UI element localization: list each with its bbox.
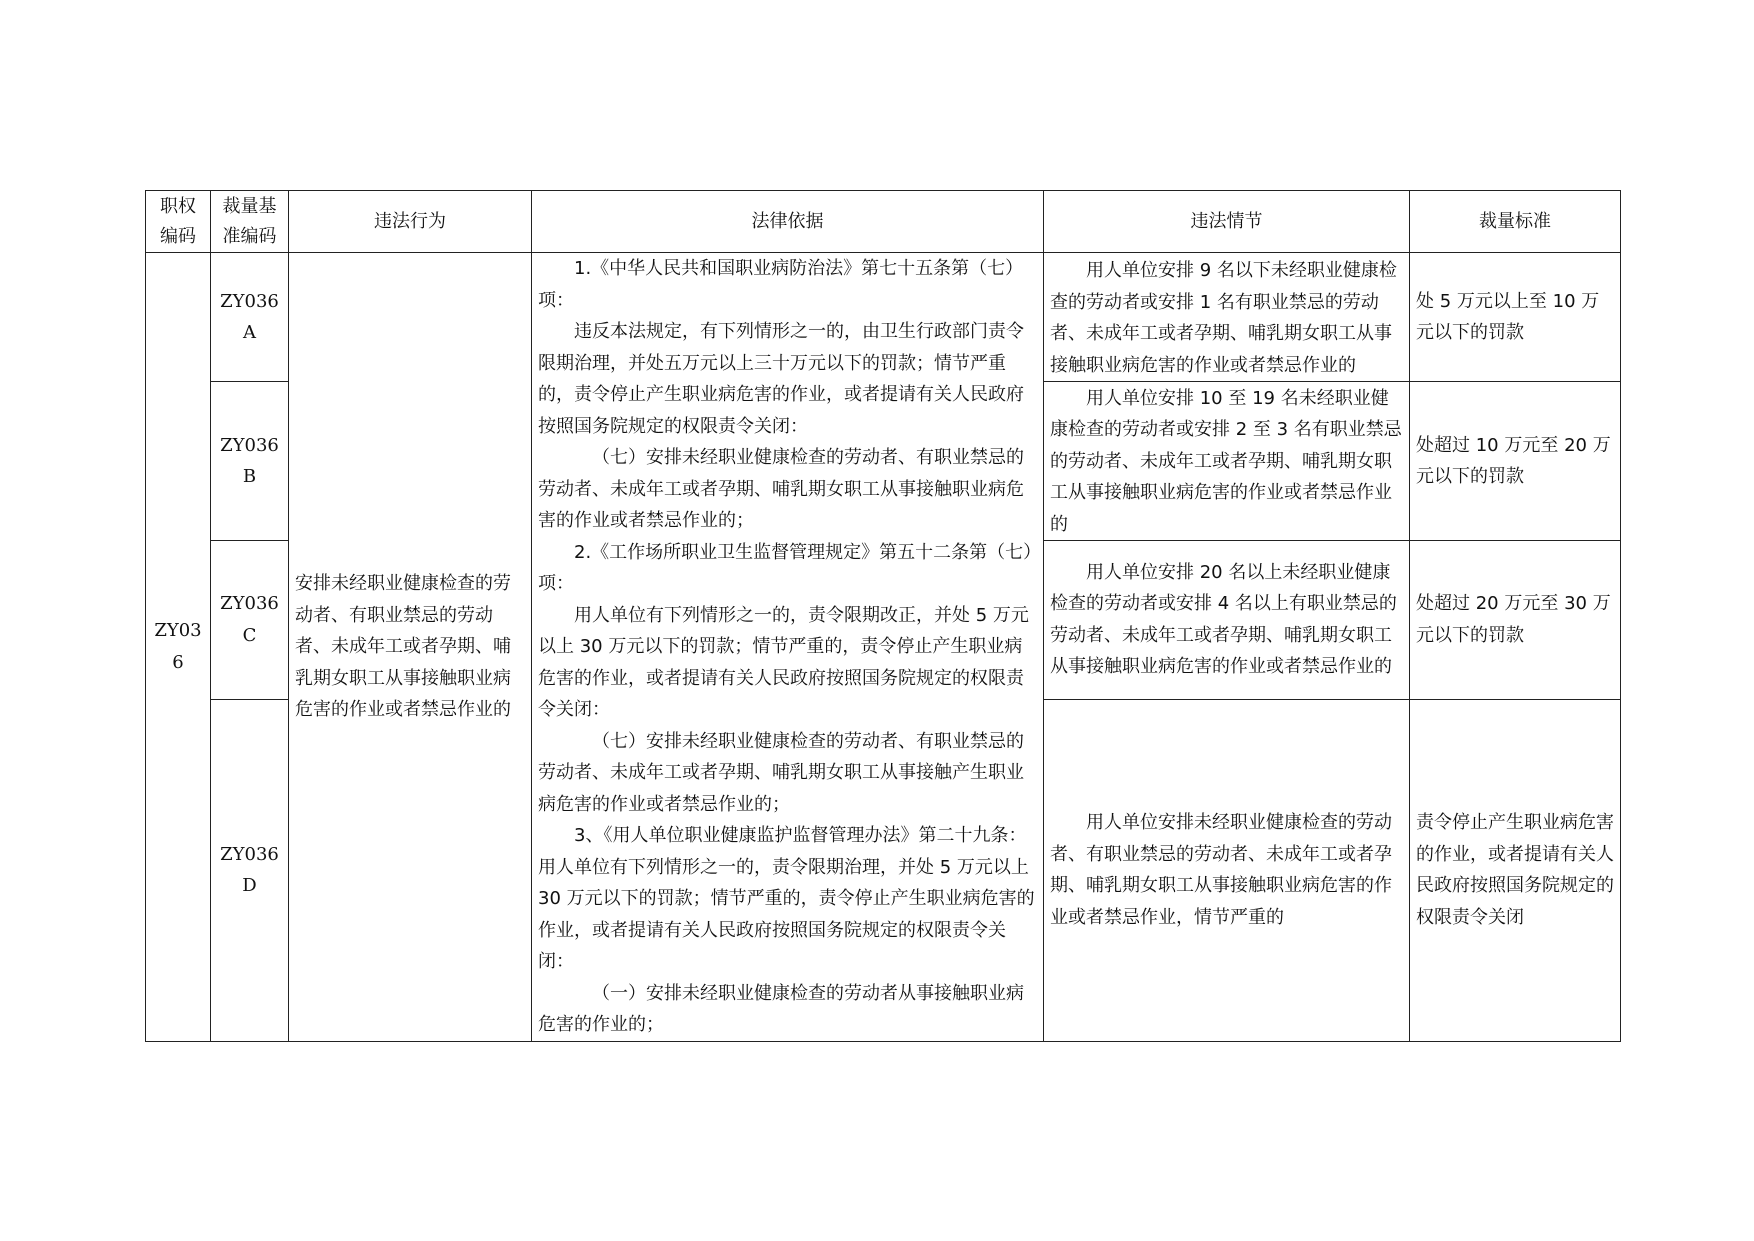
legal-basis-paragraph: （一）安排未经职业健康检查的劳动者从事接触职业病危害的作业的；	[538, 982, 1024, 1035]
benchmark-code-cell: ZY036C	[211, 541, 289, 699]
legal-basis-paragraph: 1.《中华人民共和国职业病防治法》第七十五条第（七）项：	[538, 258, 1024, 311]
legal-basis-paragraph: 违反本法规定，有下列情形之一的，由卫生行政部门责令限期治理，并处五万元以上三十万元以下的罚款；情节严重的，责令停止产生职业病危害的作业，或者提请有关人民政府按照国务院规定的权限责令关闭：	[538, 321, 1024, 437]
header-benchmark-code: 裁量基准编码	[211, 191, 289, 253]
circumstance-cell	[1044, 541, 1410, 699]
circumstance-text: 用人单位安排未经职业健康检查的劳动者、有职业禁忌的劳动者、未成年工或者孕期、哺乳期女职工从事接触职业病危害的作业或者禁忌作业，情节严重的	[1050, 812, 1392, 928]
power-code-cell: ZY036	[146, 253, 211, 1042]
header-row	[146, 191, 1621, 253]
header-standard: 裁量标准	[1410, 191, 1621, 253]
header-legal-basis: 法律依据	[532, 191, 1044, 253]
table-row	[146, 253, 1621, 382]
circumstance-text: 用人单位安排 9 名以下未经职业健康检查的劳动者或安排 1 名有职业禁忌的劳动者、未成年工或者孕期、哺乳期女职工从事接触职业病危害的作业或者禁忌作业的	[1050, 260, 1397, 376]
circumstance-cell	[1044, 253, 1410, 382]
circumstance-cell	[1044, 699, 1410, 1041]
header-violation: 违法行为	[289, 191, 532, 253]
legal-basis-paragraph: 2.《工作场所职业卫生监督管理规定》第五十二条第（七）项：	[538, 541, 1033, 594]
legal-basis-paragraph: 3、《用人单位职业健康监护监督管理办法》第二十九条：用人单位有下列情形之一的，责令限期治理，并处 5 万元以上 30 万元以下的罚款；情节严重的，责令停止产生职业病危害的作业，或者提请有关人民政府按照国务院规定的权限责令关闭：	[538, 825, 1035, 972]
legal-basis-paragraph: （七）安排未经职业健康检查的劳动者、有职业禁忌的劳动者、未成年工或者孕期、哺乳期女职工从事接触产生职业病危害的作业或者禁忌作业的；	[538, 730, 1024, 815]
header-circumstance: 违法情节	[1044, 191, 1410, 253]
standard-cell: 责令停止产生职业病危害的作业，或者提请有关人民政府按照国务院规定的权限责令关闭	[1410, 699, 1621, 1041]
benchmark-code-cell: ZY036B	[211, 382, 289, 541]
legal-basis-cell	[532, 253, 1044, 1042]
benchmark-code-cell: ZY036A	[211, 253, 289, 382]
circumstance-cell	[1044, 382, 1410, 541]
benchmark-code-cell: ZY036D	[211, 699, 289, 1041]
discretion-benchmark-table	[145, 190, 1621, 1042]
standard-cell: 处超过 20 万元至 30 万元以下的罚款	[1410, 541, 1621, 699]
legal-basis-paragraph: 用人单位有下列情形之一的，责令限期改正，并处 5 万元以上 30 万元以下的罚款；情节严重的，责令停止产生职业病危害的作业，或者提请有关人民政府按照国务院规定的权限责令关闭：	[538, 604, 1029, 720]
circumstance-text: 用人单位安排 20 名以上未经职业健康检查的劳动者或安排 4 名以上有职业禁忌的劳动者、未成年工或者孕期、哺乳期女职工从事接触职业病危害的作业或者禁忌作业的	[1050, 561, 1397, 678]
standard-cell: 处 5 万元以上至 10 万元以下的罚款	[1410, 253, 1621, 382]
legal-basis-paragraph: （七）安排未经职业健康检查的劳动者、有职业禁忌的劳动者、未成年工或者孕期、哺乳期女职工从事接触职业病危害的作业或者禁忌作业的；	[538, 447, 1024, 531]
violation-cell: 安排未经职业健康检查的劳动者、有职业禁忌的劳动者、未成年工或者孕期、哺乳期女职工从事接触职业病危害的作业或者禁忌作业的	[289, 253, 532, 1042]
circumstance-text: 用人单位安排 10 至 19 名未经职业健康检查的劳动者或安排 2 至 3 名有职业禁忌的劳动者、未成年工或者孕期、哺乳期女职工从事接触职业病危害的作业或者禁忌作业的	[1050, 387, 1402, 535]
header-power-code: 职权编码	[146, 191, 211, 253]
standard-cell: 处超过 10 万元至 20 万元以下的罚款	[1410, 382, 1621, 541]
